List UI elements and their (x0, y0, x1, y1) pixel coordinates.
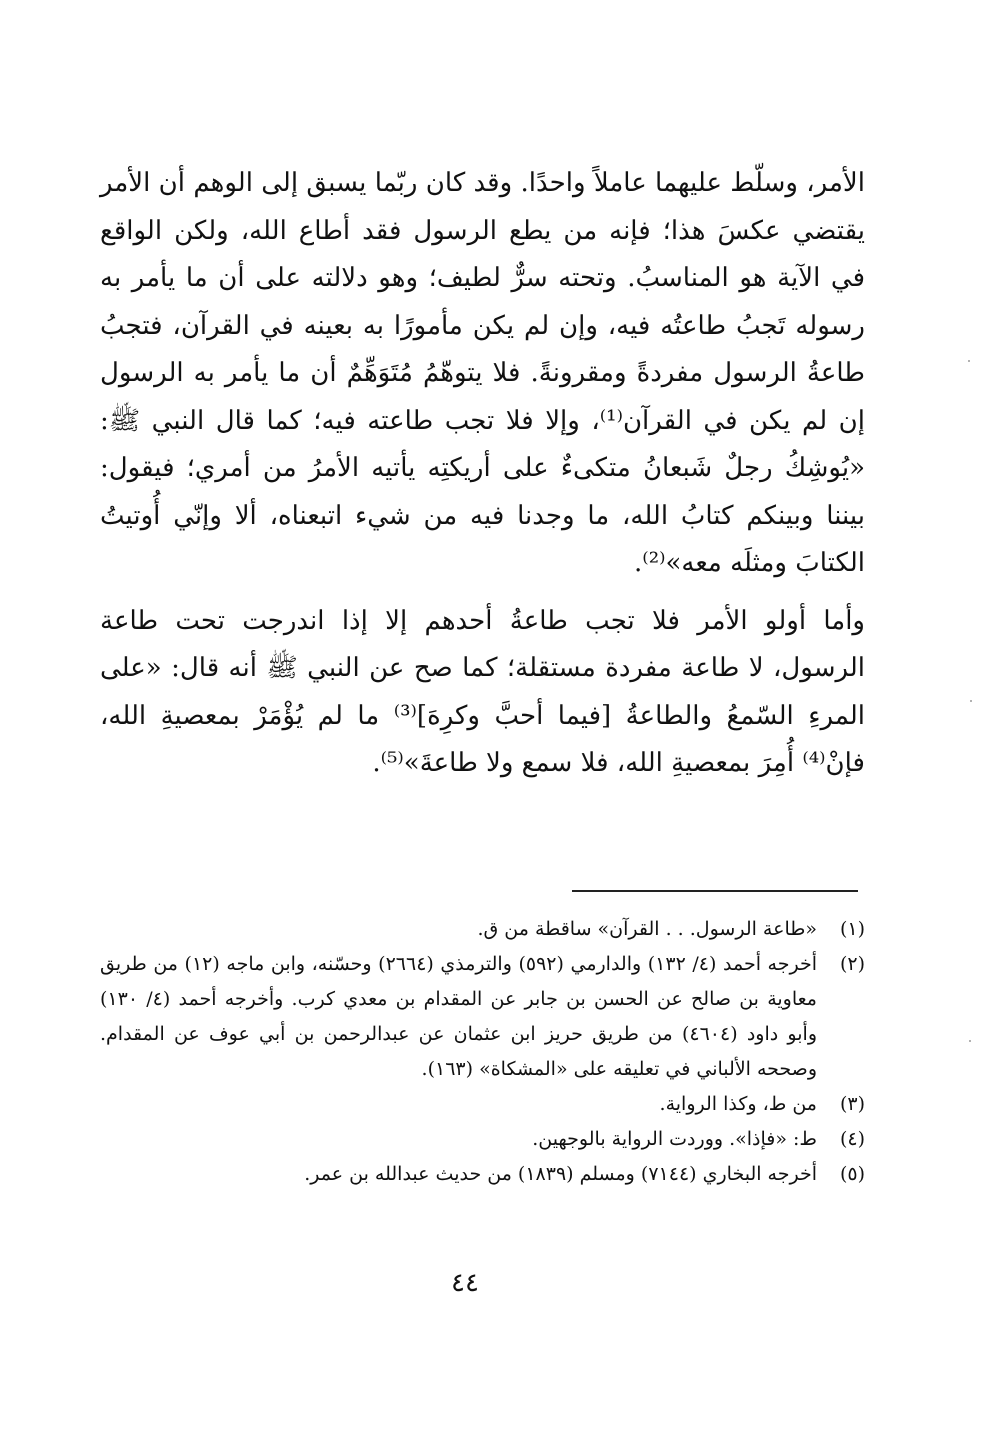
footnote-4 (100, 1122, 865, 1157)
footnotes (100, 912, 865, 1192)
footnote-separator (572, 890, 858, 892)
body-paragraph-2: وأما أولو الأمر فلا تجب طاعةُ أحدهم إلا إذا اندرجت تحت طاعة الرسول، لا طاعة مفردة مستقلة؛ كما صح عن النبي ﷺ أنه قال: «على المرءِ السّمعُ والطاعةُ [فيما أحبَّ وكرِهَ]⁽³⁾ ما لم يُؤْمَرْ بمعصيةِ الله، فإنْ⁽⁴⁾ أُمِرَ بمعصيةِ الله، فلا سمع ولا طاعةَ»⁽⁵⁾. (100, 605, 866, 778)
footnote-3 (100, 1087, 865, 1122)
body-paragraph-1: الأمر، وسلّط عليهما عاملاً واحدًا. وقد كان ربّما يسبق إلى الوهم أن الأمر يقتضي عكسَ هذا؛ فإنه من يطع الرسول فقد أطاع الله، ولكن الواقع في الآية هو المناسبُ. وتحته سرٌّ لطيف؛ وهو دلالته على أن ما يأمر به رسوله تَجبُ طاعتُه فيه، وإن لم يكن مأمورًا به بعينه في القرآن، فتجبُ طاعةُ الرسول مفردةً ومقرونةً. فلا يتوهّمُ مُتَوَهِّمٌ أن ما يأمر به الرسول إن لم يكن في القرآن⁽¹⁾، وإلا فلا تجب طاعته فيه؛ كما قال النبي ﷺ: «يُوشِكُ رجلٌ شَبعانُ متكىءٌ على أريكتِه يأتيه الأمرُ من أمري؛ فيقول: بيننا وبينكم كتابُ الله، ما وجدنا فيه من شيء اتبعناه، ألا وإنّي أُوتيتُ الكتابَ ومثلَه معه»⁽²⁾. (100, 168, 866, 578)
footnote-2 (100, 947, 865, 1087)
scan-speck (970, 700, 972, 702)
footnote-number: (٤) (839, 1128, 865, 1150)
footnote-text: من ط، وكذا الرواية. (659, 1093, 817, 1115)
footnote-5 (100, 1157, 865, 1192)
scan-speck (969, 1040, 971, 1042)
main-text (100, 160, 865, 788)
footnote-text: أخرجه أحمد (٤/ ١٣٢) والدارمي (٥٩٢) والترمذي (٢٦٦٤) وحسّنه، وابن ماجه (١٢) من طريق معاوية بن صالح عن الحسن بن جابر عن المقدام بن معدي كرب. وأخرجه أحمد (٤/ ١٣٠) وأبو داود (٤٦٠٤) من طريق حريز ابن عثمان عن عبدالرحمن بن أبي عوف عن المقدام. وصححه الألباني في تعليقه على «المشكاة» (١٦٣). (100, 953, 817, 1080)
page-number: ٤٤ (451, 1268, 479, 1298)
footnote-number: (٣) (839, 1093, 865, 1115)
footnote-number: (١) (839, 918, 865, 940)
footnote-text: «طاعة الرسول. . . القرآن» ساقطة من ق. (477, 918, 817, 940)
footnote-text: أخرجه البخاري (٧١٤٤) ومسلم (١٨٣٩) من حديث عبدالله بن عمر. (304, 1163, 817, 1185)
footnote-text: ط: «فإذا». ووردت الرواية بالوجهين. (532, 1128, 817, 1150)
footnote-1 (100, 912, 865, 947)
footnote-number: (٢) (839, 953, 865, 975)
footnote-number: (٥) (839, 1163, 865, 1185)
scan-speck (968, 360, 970, 362)
